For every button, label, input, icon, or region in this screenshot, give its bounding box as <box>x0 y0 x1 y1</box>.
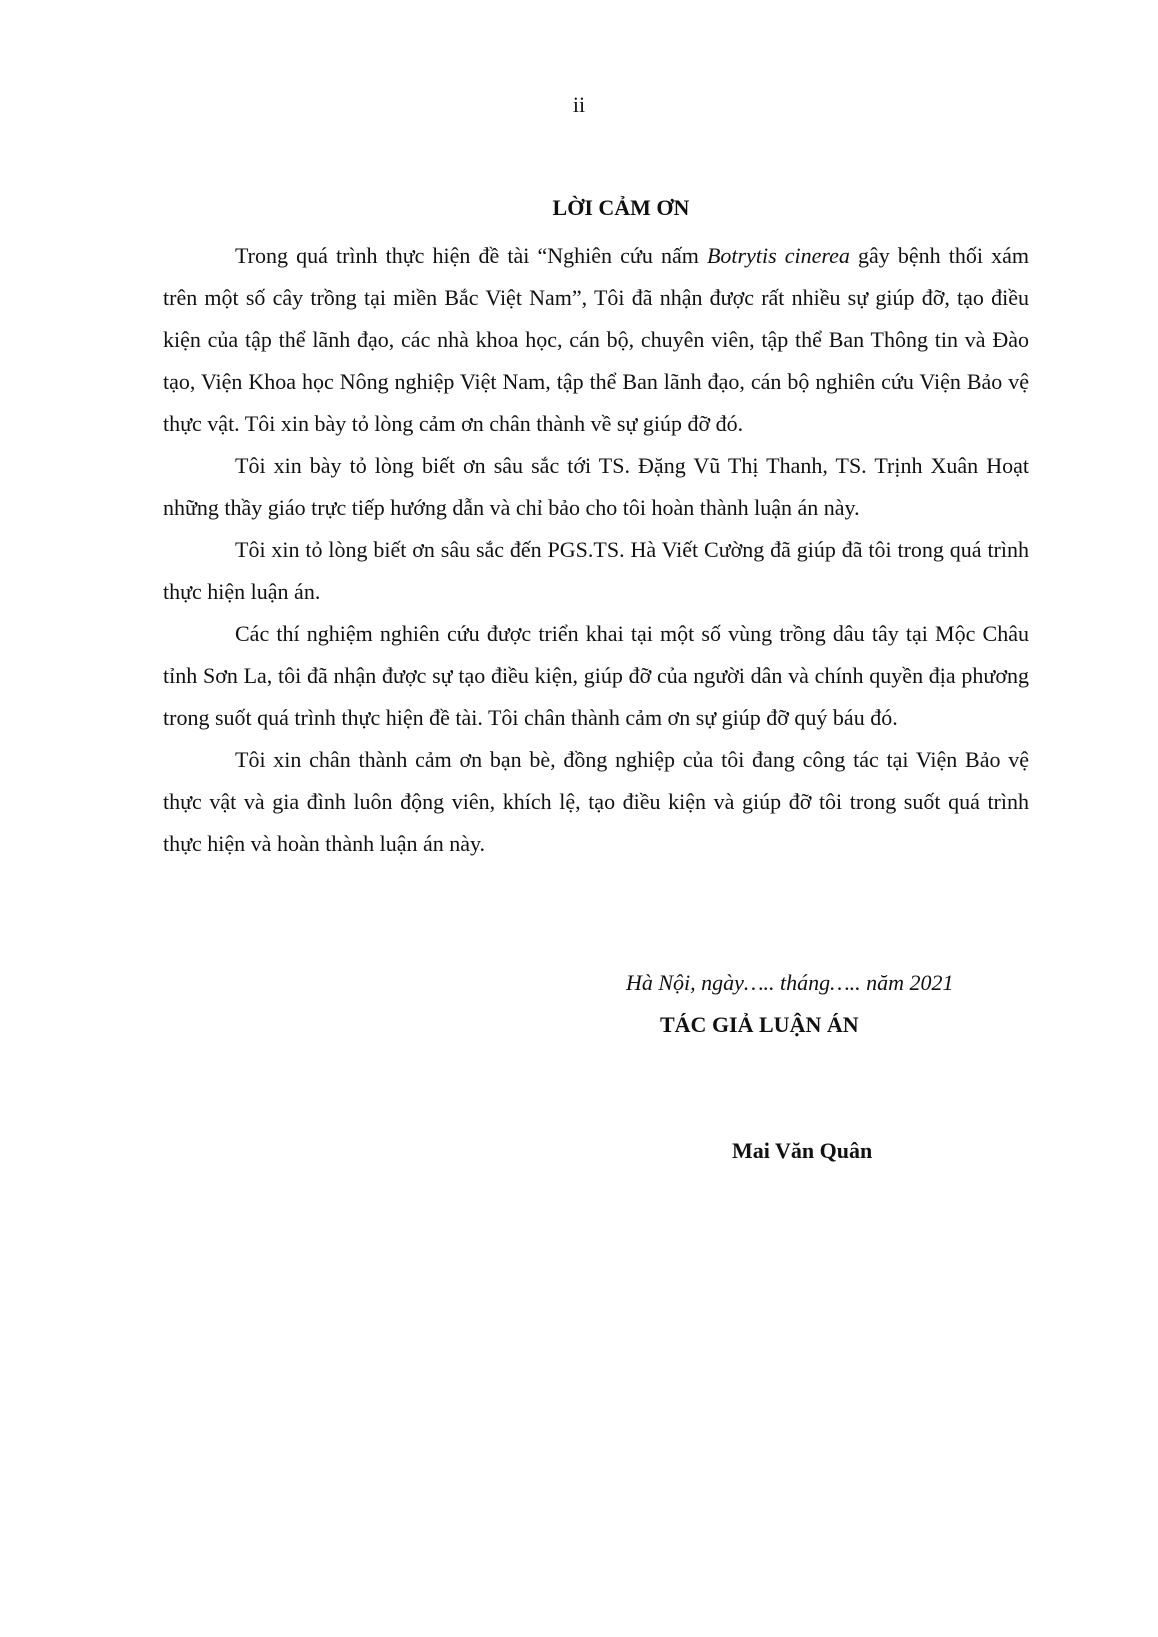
page-title: LỜI CẢM ƠN <box>552 195 690 220</box>
page-number: ii <box>572 92 586 117</box>
paragraph-4: Các thí nghiệm nghiên cứu được triển khai tại một số vùng trồng dâu tây tại Mộc Châu tỉnh Sơn La, tôi đã nhận được sự tạo điều kiện, giúp đỡ của người dân và chính quyền địa phương trong suốt quá trình thực hiện đề tài. Tôi chân thành cảm ơn sự giúp đỡ quý báu đó. <box>163 621 1029 730</box>
paragraph-1 <box>163 235 1029 445</box>
paragraph-2: Tôi xin bày tỏ lòng biết ơn sâu sắc tới TS. Đặng Vũ Thị Thanh, TS. Trịnh Xuân Hoạt những thầy giáo trực tiếp hướng dẫn và chỉ bảo cho tôi hoàn thành luận án này. <box>163 453 1029 520</box>
species-name: Botrytis cinerea <box>706 243 850 268</box>
acknowledgement-body <box>163 187 1029 865</box>
paragraph-1-text-after: gây bệnh thối xám trên một số cây trồng tại miền Bắc Việt Nam”, Tôi đã nhận được rất nhiều sự giúp đỡ, tạo điều kiện của tập thể lãnh đạo, các nhà khoa học, cán bộ, chuyên viên, tập thể Ban Thông tin và Đào tạo, Viện Khoa học Nông nghiệp Việt Nam, tập thể Ban lãnh đạo, cán bộ nghiên cứu Viện Bảo vệ thực vật. Tôi xin bày tỏ lòng cảm ơn chân thành về sự giúp đỡ đó. <box>163 243 1029 436</box>
paragraph-5: Tôi xin chân thành cảm ơn bạn bè, đồng nghiệp của tôi đang công tác tại Viện Bảo vệ thực vật và gia đình luôn động viên, khích lệ, tạo điều kiện và giúp đỡ tôi trong suốt quá trình thực hiện và hoàn thành luận án này. <box>163 747 1029 856</box>
signature-block <box>600 962 1020 1172</box>
paragraph-3: Tôi xin tỏ lòng biết ơn sâu sắc đến PGS.TS. Hà Viết Cường đã giúp đã tôi trong quá trình thực hiện luận án. <box>163 537 1029 604</box>
paragraph-1-text-before: Trong quá trình thực hiện đề tài “Nghiên cứu nấm <box>235 243 707 268</box>
author-name: Mai Văn Quân <box>732 1138 873 1163</box>
signature-date: Hà Nội, ngày….. tháng….. năm 2021 <box>626 970 954 995</box>
signature-role: TÁC GIẢ LUẬN ÁN <box>660 1012 859 1037</box>
